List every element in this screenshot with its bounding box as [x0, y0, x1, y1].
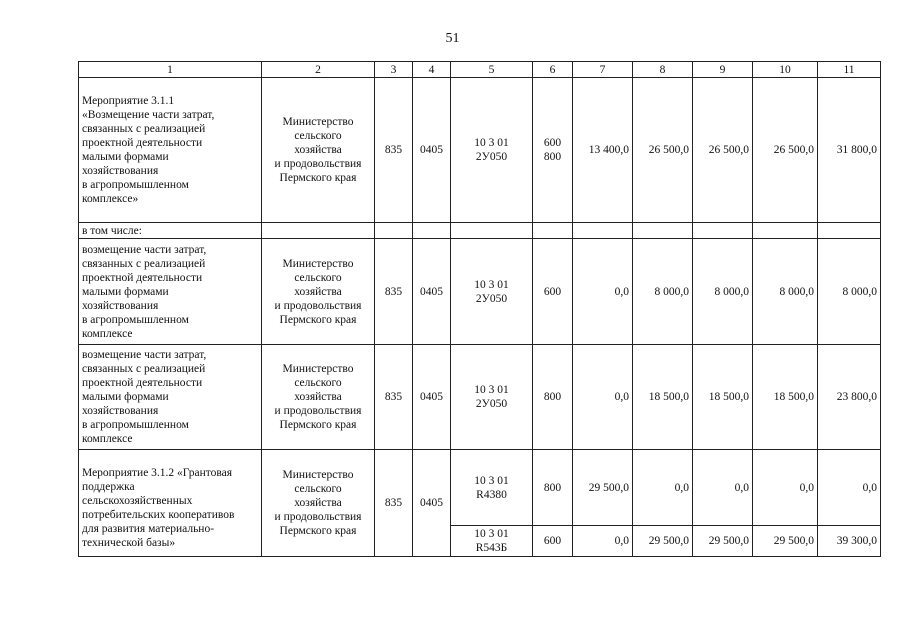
budget-table	[78, 61, 881, 557]
value-col-7: 29 500,0	[573, 450, 633, 526]
expense-type-code: 600	[533, 239, 573, 345]
column-header: 9	[693, 62, 753, 78]
value-col-10: 29 500,0	[753, 526, 818, 557]
grbs-code: 835	[375, 78, 413, 223]
value-col-7: 0,0	[573, 345, 633, 450]
empty-cell	[693, 223, 753, 239]
value-col-8: 26 500,0	[633, 78, 693, 223]
value-col-11: 31 800,0	[818, 78, 881, 223]
empty-cell	[413, 223, 451, 239]
page-number: 51	[445, 31, 460, 46]
column-header: 4	[413, 62, 451, 78]
empty-cell	[573, 223, 633, 239]
value-col-8: 0,0	[633, 450, 693, 526]
expense-type-code: 600 800	[533, 78, 573, 223]
responsible-org: Министерство сельского хозяйства и продовольствия Пермского края	[262, 239, 375, 345]
empty-cell	[633, 223, 693, 239]
responsible-org: Министерство сельского хозяйства и продовольствия Пермского края	[262, 345, 375, 450]
measure-name: возмещение части затрат, связанных с реализацией проектной деятельности малыми формами хозяйствования в агропромышленном комплексе	[79, 239, 262, 345]
empty-cell	[753, 223, 818, 239]
empty-cell	[451, 223, 533, 239]
target-article-code: 10 3 01 2У050	[451, 345, 533, 450]
table-row-sub-600	[79, 239, 881, 345]
grbs-code: 835	[375, 239, 413, 345]
including-label: в том числе:	[79, 223, 262, 239]
section-code: 0405	[413, 239, 451, 345]
empty-cell	[818, 223, 881, 239]
table-row-measure-3-1-2	[79, 450, 881, 526]
column-header: 3	[375, 62, 413, 78]
target-article-code: 10 3 01 R543Б	[451, 526, 533, 557]
value-col-10: 8 000,0	[753, 239, 818, 345]
column-header: 5	[451, 62, 533, 78]
value-col-10: 26 500,0	[753, 78, 818, 223]
value-col-7: 0,0	[573, 526, 633, 557]
value-col-7: 0,0	[573, 239, 633, 345]
grbs-code: 835	[375, 450, 413, 557]
column-header: 10	[753, 62, 818, 78]
column-header: 7	[573, 62, 633, 78]
column-header: 11	[818, 62, 881, 78]
target-article-code: 10 3 01 R4380	[451, 450, 533, 526]
value-col-11: 39 300,0	[818, 526, 881, 557]
value-col-11: 0,0	[818, 450, 881, 526]
section-code: 0405	[413, 345, 451, 450]
expense-type-code: 800	[533, 345, 573, 450]
section-code: 0405	[413, 78, 451, 223]
value-col-9: 29 500,0	[693, 526, 753, 557]
value-col-8: 8 000,0	[633, 239, 693, 345]
value-col-9: 26 500,0	[693, 78, 753, 223]
target-article-code: 10 3 01 2У050	[451, 78, 533, 223]
value-col-9: 0,0	[693, 450, 753, 526]
responsible-org: Министерство сельского хозяйства и продовольствия Пермского края	[262, 78, 375, 223]
target-article-code: 10 3 01 2У050	[451, 239, 533, 345]
table-row-including	[79, 223, 881, 239]
value-col-8: 29 500,0	[633, 526, 693, 557]
section-code: 0405	[413, 450, 451, 557]
column-header: 2	[262, 62, 375, 78]
measure-name: Мероприятие 3.1.1 «Возмещение части затрат, связанных с реализацией проектной деятельности малыми формами хозяйствования в агропромышленном комплексе»	[79, 78, 262, 223]
measure-name: возмещение части затрат, связанных с реализацией проектной деятельности малыми формами хозяйствования в агропромышленном комплексе	[79, 345, 262, 450]
column-header: 8	[633, 62, 693, 78]
value-col-9: 8 000,0	[693, 239, 753, 345]
column-header: 6	[533, 62, 573, 78]
table-row-measure-3-1-1	[79, 78, 881, 223]
table-row-sub-800	[79, 345, 881, 450]
expense-type-code: 600	[533, 526, 573, 557]
value-col-11: 8 000,0	[818, 239, 881, 345]
grbs-code: 835	[375, 345, 413, 450]
value-col-11: 23 800,0	[818, 345, 881, 450]
value-col-7: 13 400,0	[573, 78, 633, 223]
value-col-10: 0,0	[753, 450, 818, 526]
empty-cell	[375, 223, 413, 239]
value-col-10: 18 500,0	[753, 345, 818, 450]
value-col-9: 18 500,0	[693, 345, 753, 450]
measure-name: Мероприятие 3.1.2 «Грантовая поддержка сельскохозяйственных потребительских кооперативов для развития материально- технической базы»	[79, 450, 262, 557]
column-header: 1	[79, 62, 262, 78]
responsible-org: Министерство сельского хозяйства и продовольствия Пермского края	[262, 450, 375, 557]
empty-cell	[533, 223, 573, 239]
value-col-8: 18 500,0	[633, 345, 693, 450]
header-row	[79, 62, 881, 78]
expense-type-code: 800	[533, 450, 573, 526]
empty-cell	[262, 223, 375, 239]
